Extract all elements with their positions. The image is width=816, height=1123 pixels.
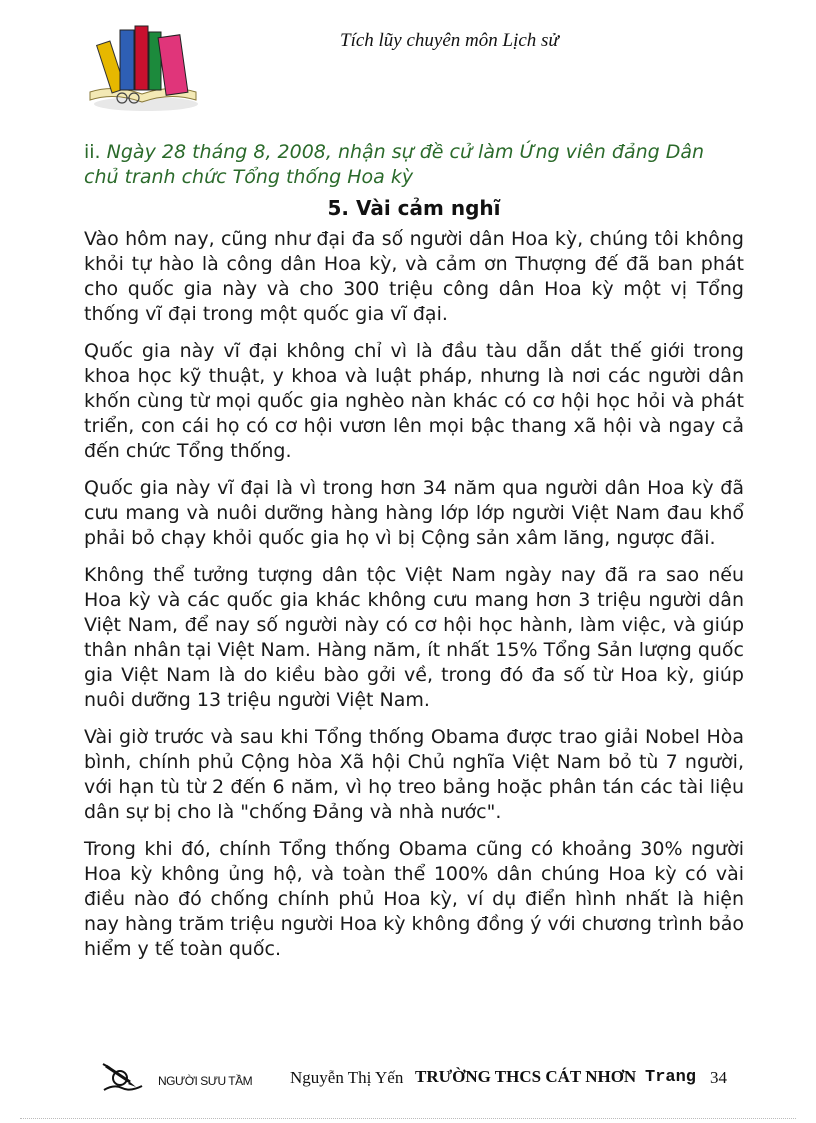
paragraph: Vài giờ trước và sau khi Tổng thống Obama được trao giải Nobel Hòa bình, chính phủ Cộng hòa Xã hội Chủ nghĩa Việt Nam bỏ tù 7 người, với hạn tù từ 2 đến 6 năm, vì họ treo bảng hoặc phân tán các tài liệu dân sự bị cho là "chống Đảng và nhà nước". bbox=[84, 726, 744, 823]
paragraph: Quốc gia này vĩ đại là vì trong hơn 34 năm qua người dân Hoa kỳ đã cưu mang và nuôi dưỡng hàng hàng lớp lớp người Việt Nam đau khổ phải bỏ chạy khỏi quốc gia họ vì bị Cộng sản xâm lăng, ngược đãi. bbox=[84, 477, 744, 549]
books-icon bbox=[84, 14, 206, 114]
paragraph: Trong khi đó, chính Tổng thống Obama cũng có khoảng 30% người Hoa kỳ không ủng hộ, và toàn thể 100% dân chúng Hoa kỳ có vài điều nào đó chống chính phủ Hoa kỳ, ví dụ điển hình nhất là hiện nay hàng trăm triệu người Hoa kỳ không đồng ý với chương trình bảo hiểm y tế toàn quốc. bbox=[84, 838, 744, 960]
paragraph: Không thể tưởng tượng dân tộc Việt Nam ngày nay đã ra sao nếu Hoa kỳ và các quốc gia khác không cưu mang hơn 3 triệu người dân Việt Nam, để nay số người này có cơ hội học hành, làm việc, và giúp thân nhân tại Việt Nam. Hàng năm, ít nhất 15% Tổng Sản lượng quốc gia Việt Nam là do kiều bào gởi về, trong đó đa số từ Hoa kỳ, giúp nuôi dưỡng 13 triệu người Việt Nam. bbox=[84, 564, 744, 711]
footer-divider bbox=[20, 1118, 796, 1119]
header-title: Tích lũy chuyên môn Lịch sử bbox=[340, 30, 559, 51]
page-footer bbox=[100, 1060, 740, 1100]
footer-page-label: Trang bbox=[645, 1068, 697, 1087]
paragraph: Vào hôm nay, cũng như đại đa số người dân Hoa kỳ, chúng tôi không khỏi tự hào là công dân Hoa kỳ, và cảm ơn Thượng đế đã ban phát cho quốc gia này và cho 300 triệu công dân Hoa kỳ một vị Tổng thống vĩ đại trong một quốc gia vĩ đại. bbox=[84, 228, 744, 325]
footer-author: Nguyễn Thị Yến bbox=[290, 1068, 404, 1087]
footer-page-number: 34 bbox=[710, 1068, 727, 1087]
pen-writing-icon bbox=[100, 1060, 146, 1094]
footer-school: TRƯỜNG THCS CÁT NHƠN bbox=[415, 1067, 637, 1086]
footer-collector: NGƯỜI SƯU TẦM bbox=[158, 1074, 253, 1088]
paragraph: Quốc gia này vĩ đại không chỉ vì là đầu tàu dẫn dắt thế giới trong khoa học kỹ thuật, y khoa và luật pháp, nhưng là nơi các người dân khốn cùng từ mọi quốc gia nghèo nàn khác có cơ hội học hỏi và phát triển, con cái họ có cơ hội vươn lên mọi bậc thang xã hội và ngay cả đến chức Tổng thống. bbox=[84, 340, 744, 462]
page-content bbox=[84, 140, 744, 974]
intro-text: Ngày 28 tháng 8, 2008, nhận sự đề cử làm Ứng viên đảng Dân chủ tranh chức Tổng thống Hoa kỳ bbox=[84, 141, 705, 188]
section-heading: 5. Vài cảm nghĩ bbox=[327, 196, 501, 220]
intro-prefix: ii. bbox=[84, 141, 101, 163]
intro-line bbox=[84, 140, 744, 190]
